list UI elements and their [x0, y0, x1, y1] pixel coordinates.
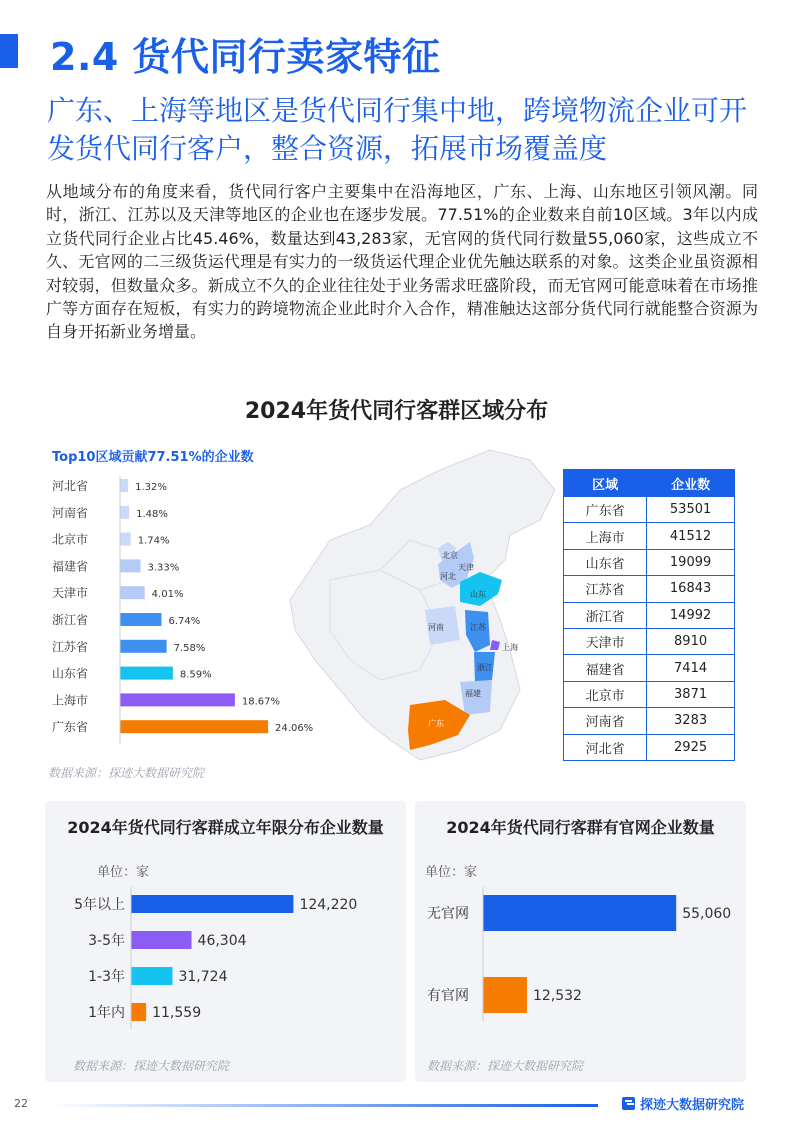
top10-category-label: 上海市	[52, 693, 89, 708]
map-label: 河南	[428, 623, 444, 632]
website-value-label: 12,532	[532, 988, 582, 1004]
top10-category-label: 浙江省	[52, 613, 89, 627]
top10-category-label: 北京市	[52, 532, 89, 547]
years-category-label: 3-5年	[88, 933, 125, 949]
years-panel	[45, 801, 406, 1082]
map-label: 浙江	[477, 663, 493, 672]
body-paragraph: 从地域分布的角度来看，货代同行客户主要集中在沿海地区，广东、上海、山东地区引领风潮。同时，浙江、江苏以及天津等地区的企业也在逐步发展。77.51%的企业数来自前10区域。3年以内成立货代同行企业占比45.46%，数量达到43,283家，无官网的货代同行数量55,060家，这些成立不久、无官网的二三级货运代理是有实力的一级货运代理企业优先触达联系的对象。这类企业虽资源相对较弱，但数量众多。新成立不久的企业往往处于业务需求旺盛阶段，而无官网可能意味着在市场推广等方面存在短板，有实力的跨境物流企业此时介入合作，精准触达这部分货代同行就能整合资源为自身开拓新业务增量。	[46, 182, 758, 342]
table-cell-count: 19099	[647, 549, 735, 575]
top10-category-label: 福建省	[52, 559, 89, 574]
page-number: 22	[14, 1097, 28, 1110]
top10-value-label: 8.59%	[179, 669, 212, 681]
years-unit: 单位：家	[97, 865, 150, 880]
footer-brand-name: 探迹大数据研究院	[640, 1098, 745, 1113]
table-cell-region: 天津市	[564, 628, 647, 654]
top10-bar	[120, 667, 173, 680]
table-row	[564, 497, 735, 523]
table-cell-region: 浙江省	[564, 602, 647, 628]
website-bar-chart	[415, 887, 746, 1027]
table-cell-region: 河南省	[564, 708, 647, 734]
map-source: 数据来源：探迹大数据研究院	[48, 766, 205, 780]
table-cell-count: 3283	[647, 708, 735, 734]
table-cell-count: 7414	[647, 655, 735, 681]
top10-bar	[120, 693, 235, 706]
table-cell-count: 3871	[647, 681, 735, 707]
website-chart-title: 2024年货代同行客群有官网企业数量	[446, 818, 715, 837]
table-cell-count: 53501	[647, 497, 735, 523]
map-section-title: 2024年货代同行客群区域分布	[244, 399, 549, 424]
map-label: 山东	[470, 590, 486, 599]
website-panel	[415, 801, 746, 1082]
footer-brand	[622, 1094, 744, 1113]
top10-category-label: 广东省	[52, 720, 89, 735]
table-header-region: 区域	[564, 470, 647, 497]
years-value-label: 31,724	[178, 969, 228, 985]
years-value-label: 124,220	[299, 897, 358, 913]
years-category-label: 5年以上	[74, 897, 125, 913]
table-cell-region: 上海市	[564, 523, 647, 549]
table-cell-region: 北京市	[564, 681, 647, 707]
website-bar	[483, 895, 676, 931]
years-bar	[131, 931, 192, 949]
table-row	[564, 549, 735, 575]
top10-value-label: 6.74%	[168, 616, 201, 627]
website-category-label: 有官网	[427, 988, 469, 1004]
top10-chart-title: Top10区域贡献77.51%的企业数	[52, 450, 254, 465]
website-category-label: 无官网	[427, 906, 469, 922]
years-source: 数据来源：探迹大数据研究院	[73, 1059, 230, 1073]
years-category-label: 1年内	[88, 1005, 125, 1021]
table-row	[564, 734, 735, 760]
table-cell-count: 14992	[647, 602, 735, 628]
table-cell-region: 山东省	[564, 549, 647, 575]
table-row	[564, 523, 735, 549]
table-row	[564, 708, 735, 734]
map-label: 福建	[465, 689, 481, 698]
years-category-label: 1-3年	[88, 969, 125, 985]
top10-category-label: 天津市	[52, 586, 89, 601]
years-value-label: 46,304	[197, 933, 247, 949]
years-bar	[131, 895, 293, 913]
years-value-label: 11,559	[152, 1005, 202, 1021]
table-cell-region: 河北省	[564, 734, 647, 760]
top10-category-label: 河北省	[52, 479, 89, 493]
top10-value-label: 4.01%	[151, 589, 184, 601]
page-title: 2.4 货代同行卖家特征	[50, 35, 441, 79]
top10-bar	[120, 533, 131, 546]
top10-category-label: 河南省	[52, 505, 89, 520]
top10-bar	[120, 559, 140, 572]
table-row	[564, 655, 735, 681]
table-cell-region: 福建省	[564, 655, 647, 681]
top10-category-label: 山东省	[52, 666, 89, 681]
top10-value-label: 24.06%	[275, 723, 314, 735]
map-label: 北京	[442, 551, 458, 560]
map-label: 江苏	[470, 623, 486, 632]
website-source: 数据来源：探迹大数据研究院	[427, 1059, 584, 1073]
years-chart-title: 2024年货代同行客群成立年限分布企业数量	[67, 818, 384, 837]
table-row	[564, 602, 735, 628]
top10-value-label: 1.48%	[136, 508, 168, 520]
top10-bar	[120, 640, 167, 653]
top10-value-label: 1.32%	[135, 482, 167, 493]
table-row	[564, 628, 735, 654]
footer-divider	[50, 1104, 598, 1107]
top10-bar	[120, 586, 145, 599]
table-row	[564, 576, 735, 602]
top10-value-label: 3.33%	[147, 562, 180, 574]
table-cell-count: 8910	[647, 628, 735, 654]
top10-bar	[120, 506, 129, 519]
china-map	[270, 430, 570, 770]
top10-bar	[120, 479, 128, 492]
website-value-label: 55,060	[682, 906, 732, 922]
table-cell-count: 41512	[647, 523, 735, 549]
years-bar-chart	[45, 887, 406, 1037]
top10-bar	[120, 613, 161, 626]
years-bar	[131, 967, 172, 985]
table-cell-region: 江苏省	[564, 576, 647, 602]
top10-value-label: 7.58%	[173, 642, 206, 654]
table-cell-count: 2925	[647, 734, 735, 760]
map-label: 广东	[428, 719, 444, 728]
region-table	[563, 469, 735, 761]
table-cell-count: 16843	[647, 576, 735, 602]
table-header-count: 企业数	[647, 470, 735, 497]
top10-bar	[120, 720, 268, 733]
top10-bar-chart	[40, 476, 314, 748]
title-accent-bar	[0, 34, 18, 68]
table-row	[564, 681, 735, 707]
brand-logo-icon	[622, 1097, 635, 1110]
top10-category-label: 江苏省	[52, 639, 89, 654]
years-bar	[131, 1003, 146, 1021]
website-bar	[483, 977, 527, 1013]
top10-value-label: 18.67%	[241, 696, 281, 708]
website-unit: 单位：家	[425, 865, 478, 880]
table-cell-region: 广东省	[564, 497, 647, 523]
map-label: 天津	[458, 563, 474, 572]
top10-value-label: 1.74%	[137, 535, 170, 547]
map-label: 上海	[502, 643, 518, 652]
page-subtitle: 广东、上海等地区是货代同行集中地，跨境物流企业可开发货代同行客户，整合资源，拓展市场覆盖度	[47, 94, 748, 165]
map-label: 河北	[440, 572, 456, 581]
